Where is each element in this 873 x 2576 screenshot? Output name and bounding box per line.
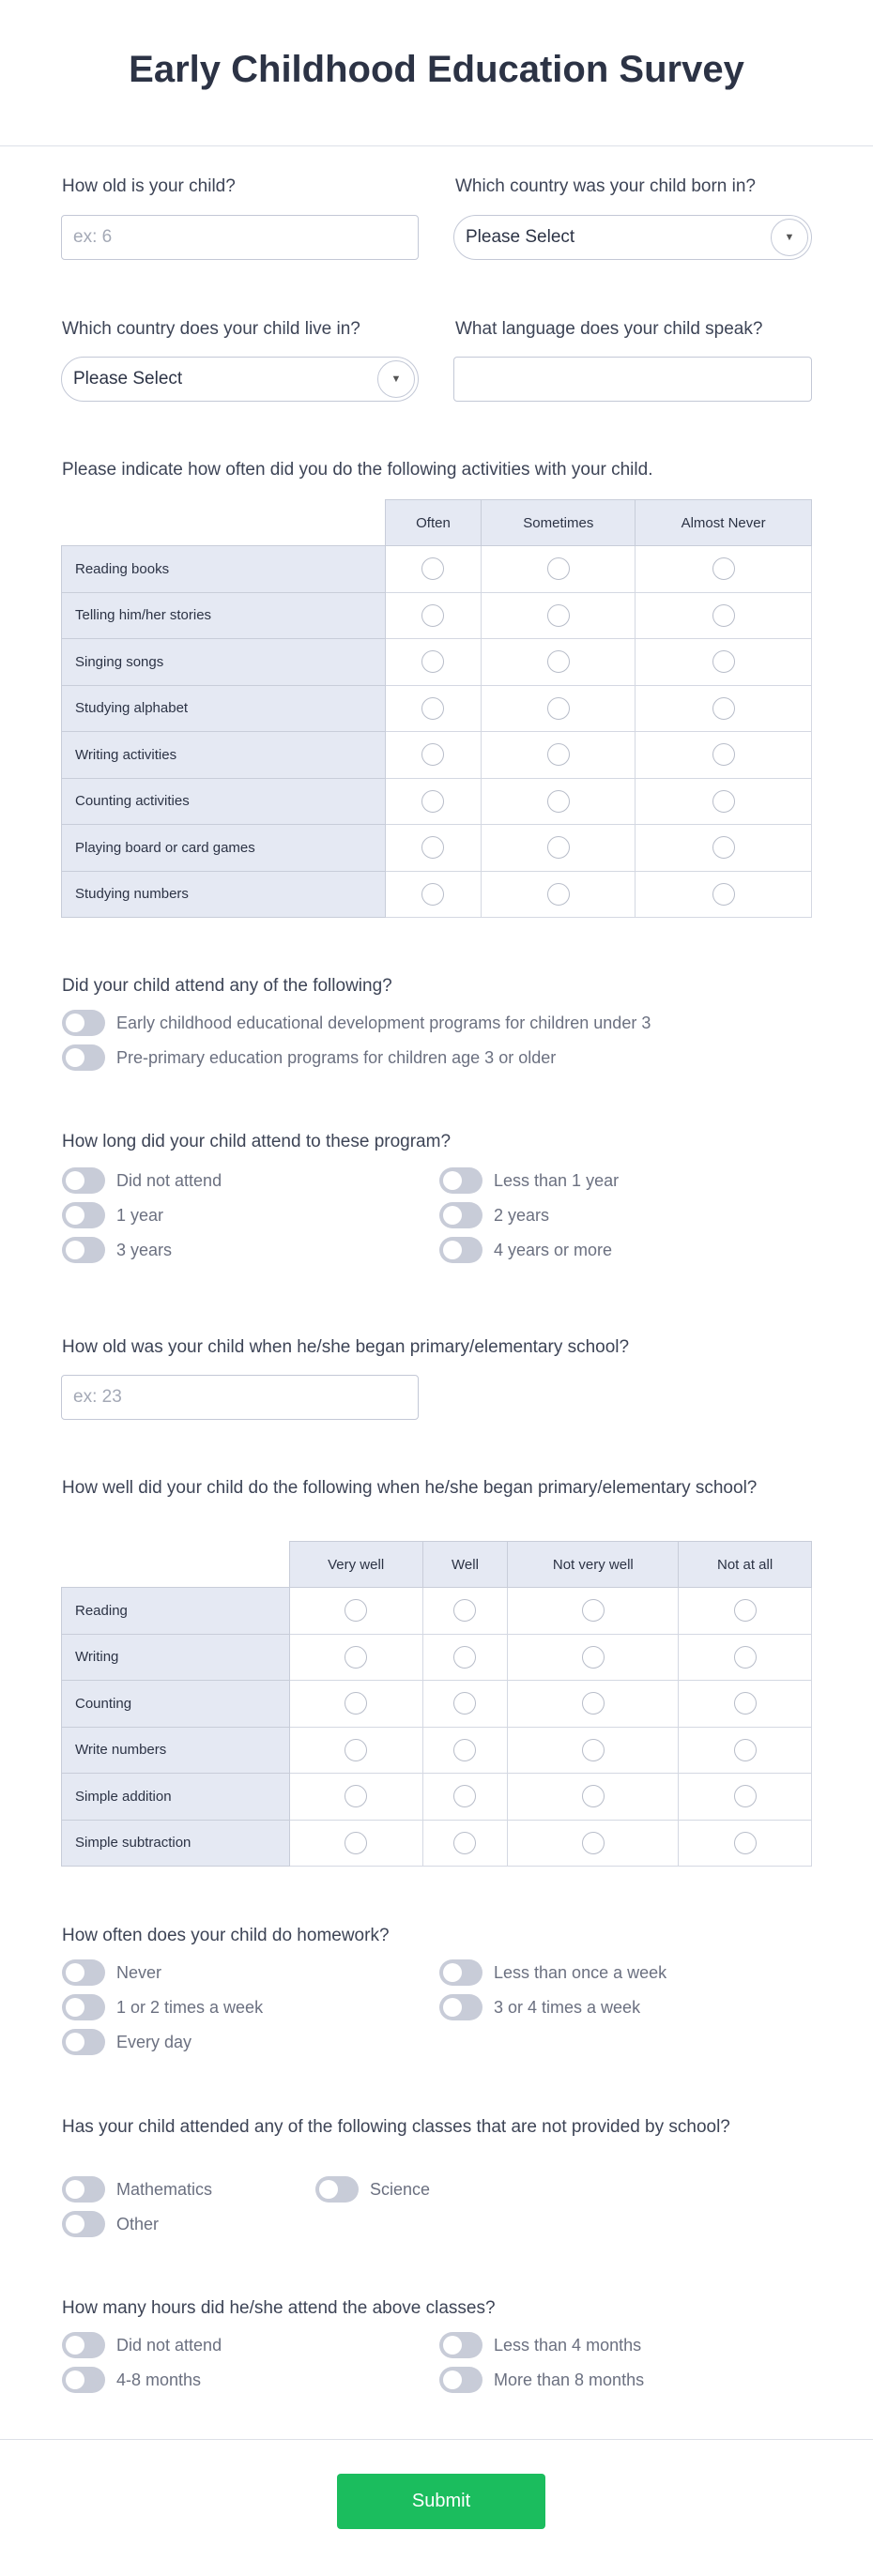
toggle-option[interactable]	[62, 2366, 201, 2394]
toggle-option[interactable]	[62, 1959, 161, 1987]
option-label: Less than 4 months	[494, 2335, 642, 2355]
began-school-label: How old was your child when he/she began primary/elementary school?	[62, 1337, 630, 1357]
radio-button[interactable]	[582, 1739, 605, 1761]
toggle-switch[interactable]	[439, 1959, 482, 1986]
radio-button[interactable]	[712, 883, 735, 906]
classes-label: Has your child attended any of the following classes that are not provided by school?	[62, 2117, 730, 2137]
option-label: 1 year	[116, 1205, 164, 1225]
matrix-cell	[422, 1588, 508, 1635]
radio-button[interactable]	[345, 1832, 367, 1854]
matrix-cell	[385, 639, 482, 686]
radio-button[interactable]	[453, 1832, 476, 1854]
toggle-switch[interactable]	[62, 2029, 105, 2055]
language-input[interactable]	[453, 357, 812, 402]
matrix-cell	[636, 639, 812, 686]
toggle-switch[interactable]	[439, 1994, 482, 2020]
radio-button[interactable]	[345, 1739, 367, 1761]
matrix-row-label: Write numbers	[62, 1727, 290, 1774]
radio-button[interactable]	[547, 790, 570, 813]
toggle-switch[interactable]	[62, 2176, 105, 2203]
matrix-cell	[385, 685, 482, 732]
radio-button[interactable]	[547, 836, 570, 859]
option-label: 3 years	[116, 1240, 173, 1259]
matrix-column-header: Not at all	[679, 1542, 812, 1588]
radio-button[interactable]	[453, 1646, 476, 1669]
option-label: 2 years	[494, 1205, 550, 1225]
table-row	[62, 1588, 812, 1635]
radio-button[interactable]	[582, 1692, 605, 1715]
toggle-option[interactable]	[315, 2175, 430, 2203]
matrix-row-label: Reading	[62, 1588, 290, 1635]
table-row	[62, 825, 812, 872]
radio-button[interactable]	[582, 1832, 605, 1854]
toggle-switch[interactable]	[62, 1044, 105, 1071]
live-country-label: Which country does your child live in?	[62, 319, 360, 339]
began-school-input[interactable]: ex: 23	[61, 1375, 419, 1420]
radio-button[interactable]	[421, 697, 444, 720]
matrix-cell	[482, 871, 636, 918]
born-country-label: Which country was your child born in?	[455, 176, 756, 196]
option-label: More than 8 months	[494, 2370, 645, 2389]
matrix-cell	[636, 825, 812, 872]
matrix-cell	[385, 778, 482, 825]
radio-button[interactable]	[734, 1692, 757, 1715]
toggle-option[interactable]	[439, 1236, 612, 1264]
matrix-cell	[422, 1681, 508, 1728]
matrix-header-row	[62, 1542, 812, 1588]
matrix-row-label: Singing songs	[62, 639, 386, 686]
matrix-cell	[482, 685, 636, 732]
matrix-cell	[508, 1727, 679, 1774]
matrix2-label: How well did your child do the following when he/she began primary/elementary school?	[62, 1478, 758, 1498]
toggle-switch[interactable]	[439, 2332, 482, 2358]
table-row	[62, 592, 812, 639]
radio-button[interactable]	[345, 1646, 367, 1669]
radio-button[interactable]	[453, 1599, 476, 1622]
radio-button[interactable]	[712, 836, 735, 859]
radio-button[interactable]	[734, 1785, 757, 1807]
activities-matrix	[61, 499, 812, 918]
radio-button[interactable]	[712, 743, 735, 766]
radio-button[interactable]	[547, 883, 570, 906]
toggle-option[interactable]	[439, 2331, 641, 2359]
radio-button[interactable]	[453, 1739, 476, 1761]
radio-button[interactable]	[453, 1692, 476, 1715]
matrix-cell	[508, 1634, 679, 1681]
matrix-header-row	[62, 500, 812, 546]
toggle-option[interactable]	[439, 2366, 644, 2394]
matrix-row-label: Counting activities	[62, 778, 386, 825]
born-country-value: Please Select	[466, 227, 575, 247]
toggle-switch[interactable]	[315, 2176, 359, 2203]
live-country-value: Please Select	[73, 369, 183, 389]
matrix-column-header: Not very well	[508, 1542, 679, 1588]
matrix-cell	[636, 871, 812, 918]
matrix-cell	[422, 1774, 508, 1821]
radio-button[interactable]	[712, 650, 735, 673]
matrix-cell	[385, 732, 482, 779]
radio-button[interactable]	[547, 697, 570, 720]
toggle-option[interactable]	[62, 2210, 159, 2238]
matrix-cell	[385, 592, 482, 639]
radio-button[interactable]	[547, 557, 570, 580]
matrix-row-label: Writing	[62, 1634, 290, 1681]
radio-button[interactable]	[345, 1785, 367, 1807]
radio-button[interactable]	[421, 650, 444, 673]
toggle-switch[interactable]	[62, 1167, 105, 1194]
toggle-switch[interactable]	[62, 1959, 105, 1986]
toggle-option[interactable]	[62, 1044, 556, 1072]
radio-button[interactable]	[582, 1785, 605, 1807]
toggle-option[interactable]	[439, 1201, 549, 1229]
radio-button[interactable]	[734, 1739, 757, 1761]
school-skills-matrix	[61, 1541, 812, 1867]
matrix-cell	[508, 1588, 679, 1635]
radio-button[interactable]	[734, 1832, 757, 1854]
radio-button[interactable]	[734, 1599, 757, 1622]
matrix-cell	[289, 1588, 422, 1635]
matrix-cell	[422, 1634, 508, 1681]
matrix-cell	[482, 778, 636, 825]
born-country-select[interactable]	[453, 215, 812, 260]
matrix-cell	[679, 1727, 812, 1774]
matrix-cell	[508, 1820, 679, 1867]
toggle-option[interactable]	[62, 2331, 222, 2359]
matrix-cell	[289, 1820, 422, 1867]
toggle-switch[interactable]	[439, 1237, 482, 1263]
option-label: Other	[116, 2214, 160, 2233]
matrix-cell	[636, 732, 812, 779]
matrix-row-label: Simple addition	[62, 1774, 290, 1821]
language-label: What language does your child speak?	[455, 319, 763, 339]
matrix-cell	[679, 1681, 812, 1728]
toggle-switch[interactable]	[439, 1167, 482, 1194]
matrix-column-header: Often	[385, 500, 482, 546]
toggle-option[interactable]	[62, 1201, 163, 1229]
age-input[interactable]: ex: 6	[61, 215, 419, 260]
matrix-cell	[636, 592, 812, 639]
matrix-cell	[482, 825, 636, 872]
matrix-cell	[289, 1681, 422, 1728]
radio-button[interactable]	[421, 557, 444, 580]
radio-button[interactable]	[582, 1646, 605, 1669]
table-row	[62, 685, 812, 732]
matrix-cell	[679, 1774, 812, 1821]
radio-button[interactable]	[712, 697, 735, 720]
matrix-cell	[508, 1774, 679, 1821]
toggle-switch[interactable]	[62, 1237, 105, 1263]
matrix-row-label: Counting	[62, 1681, 290, 1728]
radio-button[interactable]	[421, 604, 444, 627]
table-row	[62, 1774, 812, 1821]
option-label: Did not attend	[116, 1170, 222, 1190]
radio-button[interactable]	[421, 743, 444, 766]
matrix-cell	[482, 732, 636, 779]
matrix-cell	[422, 1820, 508, 1867]
radio-button[interactable]	[547, 743, 570, 766]
matrix-cell	[385, 871, 482, 918]
option-label: Pre-primary education programs for children age 3 or older	[116, 1047, 557, 1067]
matrix-cell	[679, 1820, 812, 1867]
matrix-cell	[289, 1727, 422, 1774]
matrix-cell	[289, 1634, 422, 1681]
chevron-down-icon[interactable]: ▼	[377, 360, 415, 398]
form-title: Early Childhood Education Survey	[129, 49, 744, 90]
radio-button[interactable]	[712, 557, 735, 580]
option-label: Less than 1 year	[494, 1170, 620, 1190]
toggle-option[interactable]	[62, 1009, 651, 1037]
matrix-cell	[508, 1681, 679, 1728]
matrix-row-label: Playing board or card games	[62, 825, 386, 872]
table-row	[62, 732, 812, 779]
matrix-corner	[62, 500, 386, 546]
hours-label: How many hours did he/she attend the above classes?	[62, 2298, 496, 2318]
option-label: Mathematics	[116, 2179, 213, 2199]
toggle-switch[interactable]	[62, 2211, 105, 2237]
radio-button[interactable]	[582, 1599, 605, 1622]
homework-label: How often does your child do homework?	[62, 1926, 390, 1945]
table-row	[62, 778, 812, 825]
matrix-row-label: Telling him/her stories	[62, 592, 386, 639]
radio-button[interactable]	[712, 604, 735, 627]
matrix-cell	[422, 1727, 508, 1774]
matrix-row-label: Studying alphabet	[62, 685, 386, 732]
matrix-column-header: Well	[422, 1542, 508, 1588]
option-label: Science	[370, 2179, 431, 2199]
age-label: How old is your child?	[62, 176, 236, 196]
toggle-switch[interactable]	[439, 2367, 482, 2393]
matrix-corner	[62, 1542, 290, 1588]
matrix-column-header: Sometimes	[482, 500, 636, 546]
matrix-cell	[385, 546, 482, 593]
matrix-cell	[636, 778, 812, 825]
matrix-cell	[636, 546, 812, 593]
radio-button[interactable]	[345, 1599, 367, 1622]
toggle-switch[interactable]	[62, 2367, 105, 2393]
matrix-row-label: Writing activities	[62, 732, 386, 779]
live-country-select[interactable]	[61, 357, 419, 402]
matrix-row-label: Reading books	[62, 546, 386, 593]
radio-button[interactable]	[734, 1646, 757, 1669]
matrix-cell	[482, 592, 636, 639]
option-label: Early childhood educational development programs for children under 3	[116, 1013, 651, 1032]
table-row	[62, 639, 812, 686]
radio-button[interactable]	[421, 790, 444, 813]
toggle-option[interactable]	[62, 1993, 263, 2021]
option-label: 1 or 2 times a week	[116, 1997, 264, 2017]
toggle-switch[interactable]	[62, 2332, 105, 2358]
option-label: 4-8 months	[116, 2370, 202, 2389]
matrix-cell	[679, 1588, 812, 1635]
toggle-switch[interactable]	[62, 1202, 105, 1228]
matrix-cell	[289, 1774, 422, 1821]
matrix-cell	[679, 1634, 812, 1681]
option-label: 3 or 4 times a week	[494, 1997, 641, 2017]
option-label: Never	[116, 1962, 162, 1982]
table-row	[62, 1820, 812, 1867]
toggle-option[interactable]	[62, 2175, 212, 2203]
option-label: Less than once a week	[494, 1962, 667, 1982]
toggle-option[interactable]	[62, 1236, 172, 1264]
attend-label: Did your child attend any of the following?	[62, 976, 392, 996]
toggle-switch[interactable]	[439, 1202, 482, 1228]
howlong-label: How long did your child attend to these program?	[62, 1132, 452, 1151]
matrix-cell	[636, 685, 812, 732]
radio-button[interactable]	[421, 836, 444, 859]
option-label: 4 years or more	[494, 1240, 613, 1259]
toggle-switch[interactable]	[62, 1010, 105, 1036]
matrix-cell	[482, 639, 636, 686]
matrix-row-label: Simple subtraction	[62, 1820, 290, 1867]
toggle-option[interactable]	[62, 1166, 222, 1195]
matrix-column-header: Almost Never	[636, 500, 812, 546]
radio-button[interactable]	[421, 883, 444, 906]
table-row	[62, 1681, 812, 1728]
option-label: Did not attend	[116, 2335, 222, 2355]
table-row	[62, 1634, 812, 1681]
radio-button[interactable]	[453, 1785, 476, 1807]
matrix1-label: Please indicate how often did you do the following activities with your child.	[62, 460, 653, 480]
footer-divider	[0, 2439, 873, 2440]
toggle-option[interactable]	[439, 1959, 666, 1987]
chevron-down-icon[interactable]: ▼	[771, 219, 808, 256]
table-row	[62, 546, 812, 593]
table-row	[62, 871, 812, 918]
toggle-option[interactable]	[439, 1993, 640, 2021]
toggle-switch[interactable]	[62, 1994, 105, 2020]
toggle-option[interactable]	[62, 2028, 191, 2056]
option-label: Every day	[116, 2032, 192, 2051]
matrix-column-header: Very well	[289, 1542, 422, 1588]
radio-button[interactable]	[712, 790, 735, 813]
matrix-row-label: Studying numbers	[62, 871, 386, 918]
header-divider	[0, 145, 873, 146]
table-row	[62, 1727, 812, 1774]
radio-button[interactable]	[547, 650, 570, 673]
matrix-cell	[385, 825, 482, 872]
matrix-cell	[482, 546, 636, 593]
radio-button[interactable]	[547, 604, 570, 627]
toggle-option[interactable]	[439, 1166, 619, 1195]
submit-button[interactable]: Submit	[337, 2474, 545, 2529]
radio-button[interactable]	[345, 1692, 367, 1715]
